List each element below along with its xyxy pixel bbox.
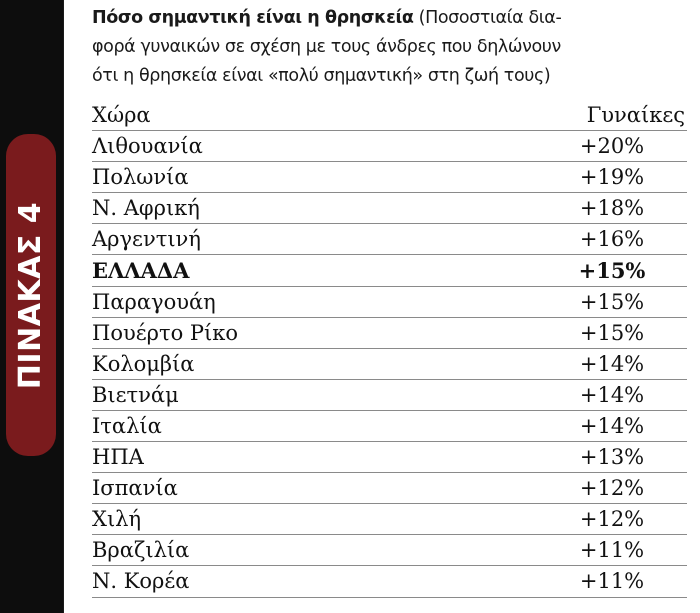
value-cell: +19%	[579, 165, 645, 190]
value-cell: +12%	[579, 476, 645, 501]
country-cell: Πουέρτο Ρίκο	[92, 320, 239, 345]
table-row	[92, 380, 687, 411]
value-cell: +11%	[579, 569, 645, 594]
value-cell: +15%	[579, 289, 645, 314]
table-row	[92, 349, 687, 380]
value-cell: +15%	[579, 320, 645, 345]
country-cell: ΕΛΛΑΔΑ	[92, 258, 190, 284]
table-row	[92, 473, 687, 504]
country-cell: Χιλή	[92, 507, 142, 532]
table-row	[92, 131, 687, 162]
table-heading	[92, 4, 692, 91]
heading-line-3: ότι η θρησκεία είναι «πολύ σημαντική» στη ζωή τους)	[92, 66, 551, 86]
header-country: Χώρα	[92, 103, 151, 128]
table-row	[92, 411, 687, 442]
table-row	[92, 162, 687, 193]
country-cell: ΗΠΑ	[92, 445, 144, 470]
country-cell: Ιταλία	[92, 413, 162, 438]
heading-line-1	[92, 4, 692, 33]
value-cell: +20%	[579, 134, 645, 159]
table-row	[92, 535, 687, 566]
country-cell: Βιετνάμ	[92, 382, 179, 407]
value-cell: +16%	[579, 227, 645, 252]
country-cell: Λιθουανία	[92, 134, 203, 159]
value-cell: +14%	[579, 413, 645, 438]
country-cell: Παραγουάη	[92, 289, 216, 314]
table-row	[92, 287, 687, 318]
data-table	[92, 100, 687, 598]
table-row	[92, 224, 687, 255]
country-cell: Ν. Αφρική	[92, 196, 200, 221]
table-row	[92, 442, 687, 473]
header-women: Γυναίκες	[586, 103, 685, 128]
table-header-row	[92, 100, 687, 131]
country-cell: Βραζιλία	[92, 538, 190, 563]
table-row	[92, 504, 687, 535]
value-cell: +18%	[579, 196, 645, 221]
value-cell: +11%	[579, 538, 645, 563]
value-cell: +12%	[579, 507, 645, 532]
table-row	[92, 566, 687, 597]
heading-line-2: φορά γυναικών σε σχέση με τους άνδρες που δηλώνουν	[92, 37, 561, 57]
country-cell: Πολωνία	[92, 165, 189, 190]
table-row	[92, 193, 687, 224]
country-cell: Ισπανία	[92, 476, 178, 501]
content-panel	[63, 0, 700, 613]
heading-line-1-rest: (Ποσοστιαία δια-	[413, 8, 562, 28]
value-cell: +14%	[579, 382, 645, 407]
country-cell: Κολομβία	[92, 351, 195, 376]
side-tab	[6, 134, 56, 456]
value-cell: +14%	[579, 351, 645, 376]
country-cell: Αργεντινή	[92, 227, 201, 252]
table-row	[92, 318, 687, 349]
value-cell: +13%	[579, 445, 645, 470]
side-tab-label: ΠΙΝΑΚΑΣ 4	[13, 201, 49, 389]
value-cell: +15%	[578, 258, 646, 284]
table-row-highlighted	[92, 255, 687, 286]
country-cell: Ν. Κορέα	[92, 569, 190, 594]
heading-bold: Πόσο σημαντική είναι η θρησκεία	[92, 8, 414, 28]
